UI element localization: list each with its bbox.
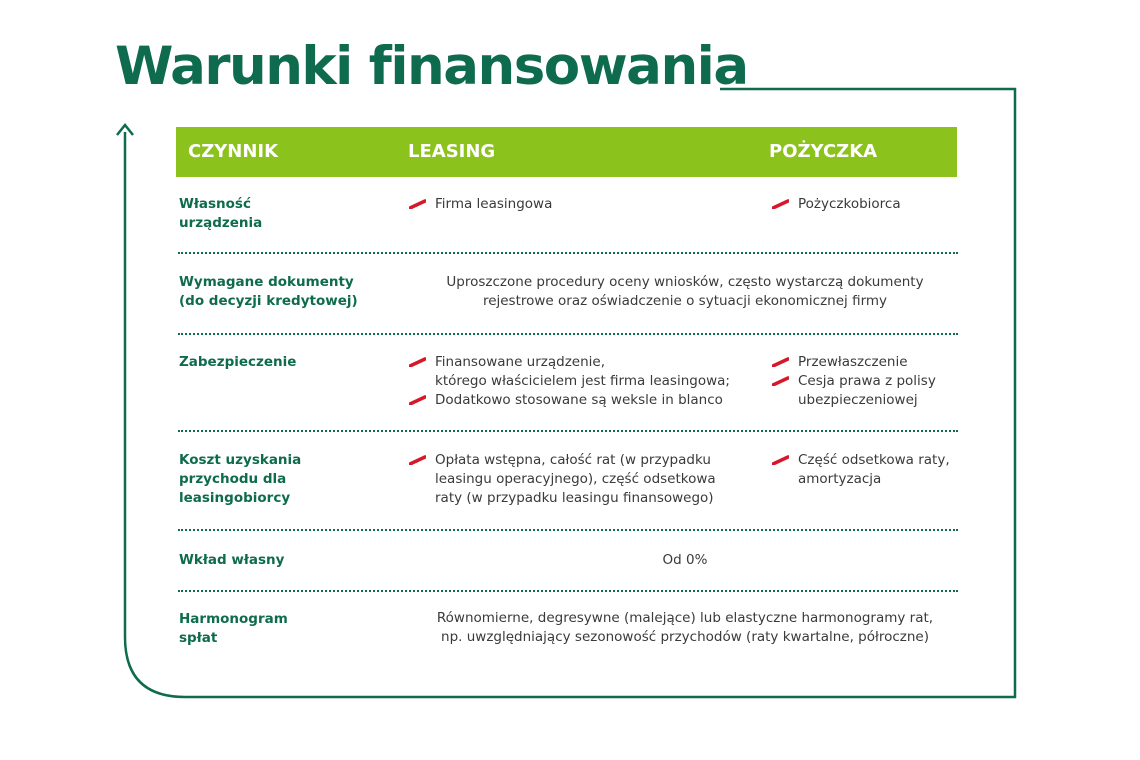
page-title: Warunki finansowania <box>115 36 748 97</box>
row-label: Własność urządzenia <box>179 196 263 231</box>
row-label: Harmonogram spłat <box>179 611 288 646</box>
red-tick-icon <box>409 357 426 367</box>
list-item: Dodatkowo stosowane są weksle in blanco <box>409 391 730 410</box>
list-item: Przewłaszczenie <box>772 353 936 372</box>
list-item: Cesja prawa z polisy ubezpieczeniowej <box>772 372 936 410</box>
row-divider <box>178 590 958 592</box>
header-pozyczka: POŻYCZKA <box>769 141 878 162</box>
row-divider <box>178 333 958 335</box>
red-tick-icon <box>772 357 789 367</box>
table-header <box>176 127 957 177</box>
leasing-cell <box>409 353 730 410</box>
leasing-cell <box>409 451 716 508</box>
list-item: Część odsetkowa raty, amortyzacja <box>772 451 950 489</box>
list-item: Firma leasingowa <box>409 195 552 214</box>
pozyczka-cell <box>772 451 950 489</box>
common-cell: Uproszczone procedury oceny wniosków, często wystarczą dokumenty rejestrowe oraz oświadczenie o sytuacji ekonomicznej firmy <box>446 274 924 309</box>
red-tick-icon <box>772 455 789 465</box>
list-item: Pożyczkobiorca <box>772 195 901 214</box>
row-label: Wkład własny <box>179 552 285 568</box>
red-tick-icon <box>409 395 426 405</box>
row-divider <box>178 430 958 432</box>
list-item: Finansowane urządzenie, którego właścicielem jest firma leasingowa; <box>409 353 730 391</box>
row-label: Koszt uzyskania przychodu dla leasingobiorcy <box>179 452 302 506</box>
header-czynnik: CZYNNIK <box>188 141 279 162</box>
header-leasing: LEASING <box>408 141 496 162</box>
pozyczka-cell <box>772 195 901 214</box>
row-label: Wymagane dokumenty (do decyzji kredytowej) <box>179 274 358 309</box>
pozyczka-cell <box>772 353 936 410</box>
row-label: Zabezpieczenie <box>179 354 297 370</box>
row-divider <box>178 529 958 531</box>
common-cell: Równomierne, degresywne (malejące) lub elastyczne harmonogramy rat, np. uwzględniający sezonowość przychodów (raty kwartalne, półroczne) <box>436 610 934 645</box>
common-cell: Od 0% <box>662 552 708 568</box>
red-tick-icon <box>409 199 426 209</box>
red-tick-icon <box>772 376 789 386</box>
leasing-cell <box>409 195 552 214</box>
red-tick-icon <box>772 199 789 209</box>
red-tick-icon <box>409 455 426 465</box>
row-divider <box>178 252 958 254</box>
list-item: Opłata wstępna, całość rat (w przypadku leasingu operacyjnego), część odsetkowa raty (w przypadku leasingu finansowego) <box>409 451 716 508</box>
